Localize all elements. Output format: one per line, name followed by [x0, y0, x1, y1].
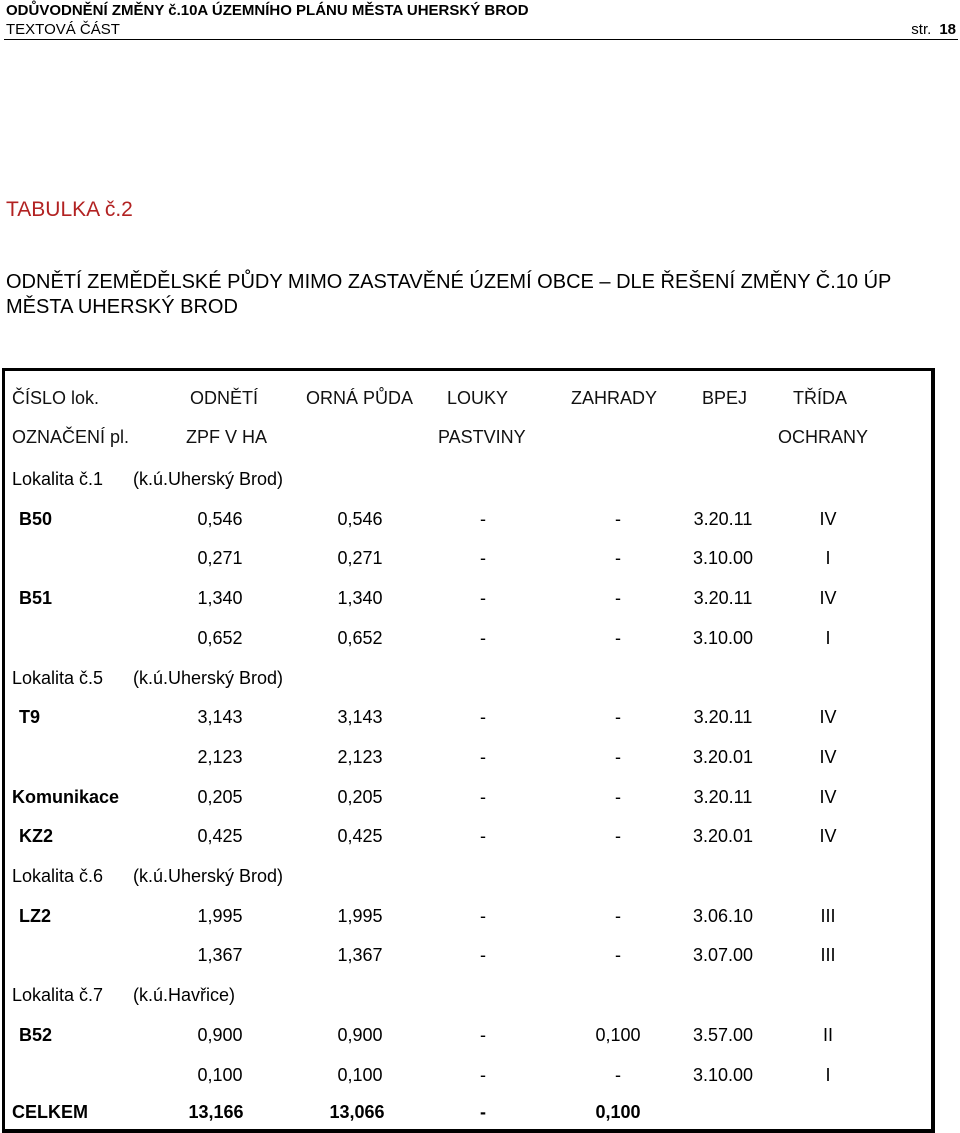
- cell-louky: -: [480, 628, 486, 648]
- table-row: [0, 588, 960, 612]
- row-id: B50: [19, 509, 53, 529]
- cell-trida: IV: [819, 509, 837, 529]
- cell-louky: -: [480, 588, 486, 608]
- cell-orna: 0,271: [337, 548, 383, 568]
- total-zahrady: 0,100: [595, 1102, 641, 1122]
- cell-louky: -: [480, 509, 486, 529]
- total-label: CELKEM: [12, 1102, 88, 1122]
- column-header-louky: LOUKY: [447, 388, 509, 408]
- cell-louky: -: [480, 945, 486, 965]
- column-header-oznaceni: OZNAČENÍ pl.: [12, 427, 130, 447]
- cell-trida: I: [825, 548, 831, 568]
- cell-odneti: 0,100: [197, 1065, 243, 1085]
- table-row: [0, 548, 960, 572]
- cell-odneti: 0,546: [197, 509, 243, 529]
- page-number-value: 18: [939, 21, 956, 38]
- cell-orna: 0,900: [337, 1025, 383, 1045]
- cell-odneti: 1,340: [197, 588, 243, 608]
- cell-louky: -: [480, 707, 486, 727]
- cell-zahrady: -: [615, 509, 621, 529]
- cell-trida: IV: [819, 707, 837, 727]
- locality-area: (k.ú.Uherský Brod): [133, 469, 284, 489]
- cell-louky: -: [480, 787, 486, 807]
- table-row: [0, 826, 960, 850]
- cell-orna: 0,100: [337, 1065, 383, 1085]
- locality-name: Lokalita č.6: [12, 866, 104, 886]
- locality-area: (k.ú.Havřice): [133, 985, 236, 1005]
- table-row: [0, 906, 960, 930]
- row-id: Komunikace: [12, 787, 120, 807]
- row-id: B51: [19, 588, 53, 608]
- cell-bpej: 3.20.01: [692, 747, 754, 767]
- cell-orna: 1,340: [337, 588, 383, 608]
- cell-bpej: 3.07.00: [692, 945, 754, 965]
- locality-name: Lokalita č.5: [12, 668, 104, 688]
- column-header-cislo: ČÍSLO lok.: [12, 388, 100, 408]
- cell-bpej: 3.57.00: [692, 1025, 754, 1045]
- cell-zahrady: -: [615, 628, 621, 648]
- cell-trida: I: [825, 628, 831, 648]
- locality-row: [0, 469, 960, 493]
- table-row: [0, 787, 960, 811]
- row-id: LZ2: [19, 906, 52, 926]
- locality-name: Lokalita č.1: [12, 469, 104, 489]
- document-header-title: ODŮVODNĚNÍ ZMĚNY č.10A ÚZEMNÍHO PLÁNU MĚSTA UHERSKÝ BROD: [6, 2, 529, 19]
- total-odneti: 13,166: [188, 1102, 244, 1122]
- cell-orna: 0,652: [337, 628, 383, 648]
- cell-odneti: 0,271: [197, 548, 243, 568]
- cell-louky: -: [480, 826, 486, 846]
- cell-zahrady: -: [615, 548, 621, 568]
- cell-bpej: 3.10.00: [692, 548, 754, 568]
- cell-bpej: 3.10.00: [692, 628, 754, 648]
- total-louky: -: [480, 1102, 486, 1122]
- table-row: [0, 945, 960, 969]
- column-header-row-1: [0, 388, 960, 412]
- table-row: [0, 1065, 960, 1089]
- cell-trida: IV: [819, 747, 837, 767]
- cell-trida: IV: [819, 588, 837, 608]
- cell-louky: -: [480, 548, 486, 568]
- cell-odneti: 0,900: [197, 1025, 243, 1045]
- cell-odneti: 1,995: [197, 906, 243, 926]
- cell-bpej: 3.20.01: [692, 826, 754, 846]
- row-id: KZ2: [19, 826, 54, 846]
- cell-orna: 0,205: [337, 787, 383, 807]
- column-header-odneti: ODNĚTÍ: [190, 388, 259, 408]
- cell-zahrady: -: [615, 945, 621, 965]
- cell-orna: 0,546: [337, 509, 383, 529]
- cell-bpej: 3.20.11: [693, 509, 753, 529]
- table-row: [0, 747, 960, 771]
- page-label: str.: [911, 21, 932, 38]
- cell-bpej: 3.20.11: [693, 787, 753, 807]
- cell-louky: -: [480, 1025, 486, 1045]
- cell-bpej: 3.10.00: [692, 1065, 754, 1085]
- cell-zahrady: -: [615, 826, 621, 846]
- locality-name: Lokalita č.7: [12, 985, 104, 1005]
- locality-row: [0, 668, 960, 692]
- cell-trida: IV: [819, 787, 837, 807]
- table-title: ODNĚTÍ ZEMĚDĚLSKÉ PŮDY MIMO ZASTAVĚNÉ ÚZEMÍ OBCE – DLE ŘEŠENÍ ZMĚNY Č.10 ÚP MĚSTA UHERSKÝ BROD: [6, 271, 891, 318]
- cell-zahrady: -: [615, 747, 621, 767]
- row-id: B52: [19, 1025, 53, 1045]
- cell-trida: III: [820, 945, 836, 965]
- cell-orna: 1,995: [337, 906, 383, 926]
- column-header-orna: ORNÁ PŮDA: [306, 388, 414, 408]
- column-header-bpej: BPEJ: [702, 388, 748, 408]
- cell-odneti: 1,367: [197, 945, 243, 965]
- table-row: [0, 1025, 960, 1049]
- locality-area: (k.ú.Uherský Brod): [133, 668, 284, 688]
- cell-bpej: 3.20.11: [693, 588, 753, 608]
- column-header-zahrady: ZAHRADY: [571, 388, 658, 408]
- cell-odneti: 0,425: [197, 826, 243, 846]
- cell-bpej: 3.20.11: [693, 707, 753, 727]
- cell-orna: 1,367: [337, 945, 383, 965]
- table-row: [0, 707, 960, 731]
- cell-zahrady: 0,100: [595, 1025, 641, 1045]
- cell-trida: III: [820, 906, 836, 926]
- cell-orna: 2,123: [337, 747, 383, 767]
- column-header-ochrany: OCHRANY: [778, 427, 869, 447]
- column-header-pastviny: PASTVINY: [438, 427, 526, 447]
- locality-row: [0, 866, 960, 890]
- cell-zahrady: -: [615, 906, 621, 926]
- total-row: [0, 1102, 960, 1126]
- cell-trida: II: [822, 1025, 834, 1045]
- column-header-row-2: [0, 427, 960, 451]
- column-header-trida: TŘÍDA: [793, 388, 847, 408]
- column-header-zpf: ZPF V HA: [186, 427, 268, 447]
- page-number: [911, 21, 956, 38]
- cell-orna: 0,425: [337, 826, 383, 846]
- cell-louky: -: [480, 906, 486, 926]
- table-label: TABULKA č.2: [6, 198, 133, 221]
- total-orna: 13,066: [329, 1102, 385, 1122]
- cell-louky: -: [480, 747, 486, 767]
- cell-orna: 3,143: [337, 707, 383, 727]
- header-divider: [4, 39, 958, 40]
- cell-bpej: 3.06.10: [692, 906, 754, 926]
- cell-zahrady: -: [615, 707, 621, 727]
- table-row: [0, 628, 960, 652]
- cell-odneti: 2,123: [197, 747, 243, 767]
- cell-zahrady: -: [615, 588, 621, 608]
- cell-odneti: 0,652: [197, 628, 243, 648]
- cell-louky: -: [480, 1065, 486, 1085]
- cell-odneti: 3,143: [197, 707, 243, 727]
- cell-zahrady: -: [615, 787, 621, 807]
- document-header-subtitle: TEXTOVÁ ČÁST: [6, 21, 120, 38]
- row-id: T9: [19, 707, 41, 727]
- cell-odneti: 0,205: [197, 787, 243, 807]
- cell-trida: IV: [819, 826, 837, 846]
- table-row: [0, 509, 960, 533]
- cell-zahrady: -: [615, 1065, 621, 1085]
- locality-row: [0, 985, 960, 1009]
- cell-trida: I: [825, 1065, 831, 1085]
- locality-area: (k.ú.Uherský Brod): [133, 866, 284, 886]
